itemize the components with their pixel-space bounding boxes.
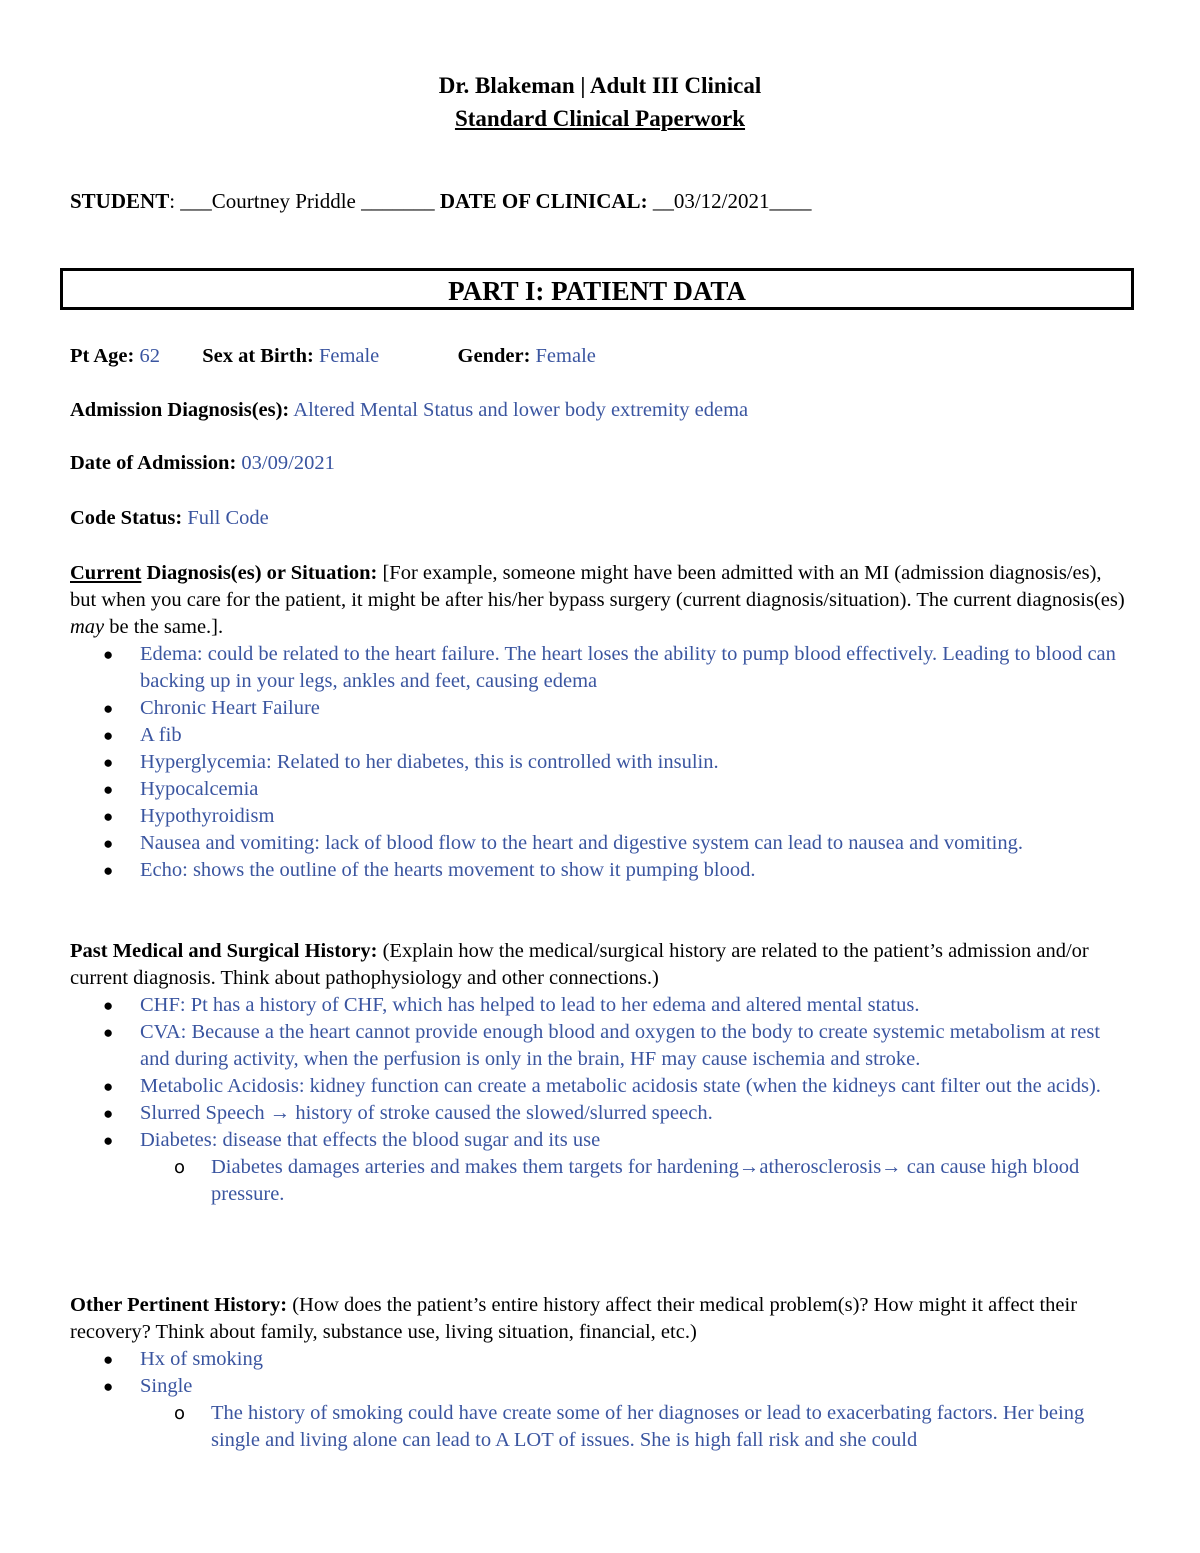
student-blank-pre: : ___ [169,189,212,213]
code-status-label: Code Status: [70,507,183,529]
student-label: STUDENT [70,189,170,213]
bullet-icon: ● [103,699,114,718]
current-diagnosis-list [70,641,1130,884]
sub-list-item: o The history of smoking could have create some of her diagnoses or lead to exacerbating factors. Her being single and living alone can lead to A LOT of issues. She is high fall risk and she could [174,1402,1085,1451]
gender-value: Female [535,345,596,367]
list-item: ● Metabolic Acidosis: kidney function can create a metabolic acidosis state (when the kidneys cant filter out the acids). [70,1073,1130,1100]
list-item: ● A fib [70,722,1130,749]
document-title: Dr. Blakeman | Adult III Clinical [438,73,762,98]
student-blank-post: _______ [355,189,440,213]
bullet-icon: ● [103,753,114,772]
date-of-clinical-label: DATE OF CLINICAL: [439,189,648,213]
current-label-rest: Diagnosis(es) or Situation: [141,562,378,584]
sub-list-item: o Diabetes damages arteries and makes them targets for hardening→atherosclerosis→ can cause high blood pressure. [174,1156,1080,1205]
list-item: ● Diabetes: disease that effects the blood sugar and its use [70,1127,1130,1154]
date-admission-row [70,452,335,475]
bullet-icon: ● [103,780,114,799]
other-history-paragraph [70,1292,1130,1346]
code-status-value: Full Code [187,507,269,529]
date-blank-pre: __ [647,189,674,213]
age-value: 62 [139,345,160,367]
bullet-icon: ● [103,1077,114,1096]
current-diagnosis-paragraph [70,560,1130,641]
date-admission-label: Date of Admission: [70,452,237,474]
past-history-desc: (Explain how the medical/surgical history are related to the patient’s admission and/or current diagnosis. Think about pathophysiology and other connections.) [70,940,1089,989]
bullet-icon: ● [103,1131,114,1150]
past-history-label: Past Medical and Surgical History: [70,940,378,962]
document-subtitle: Standard Clinical Paperwork [454,106,746,131]
date-admission-value: 03/09/2021 [241,452,335,474]
list-item: ● Single [70,1373,1130,1400]
date-blank-post: ____ [769,189,812,213]
bullet-icon: ● [103,645,114,664]
admission-label: Admission Diagnosis(es): [70,399,290,421]
student-name: Courtney Priddle [211,189,356,213]
list-item: ● Hypothyroidism [70,803,1130,830]
past-history-paragraph [70,938,1130,992]
list-item: ● Edema: could be related to the heart failure. The heart loses the ability to pump blood effectively. Leading to blood can backing up in your legs, ankles and feet, causing edema [103,643,1116,692]
code-status-row [70,507,269,530]
other-history-list [70,1346,1130,1454]
past-history-list [70,992,1130,1208]
bullet-icon: ● [103,1350,114,1369]
circle-bullet-icon: o [174,1403,186,1424]
current-desc-a: [For example, someone might have been admitted with an MI (admission diagnosis/es), but when you care for the patient, it might be after his/her bypass surgery (current diagnosis/situation). The current diagnosis(es) [70,562,1125,611]
gender-label: Gender: [457,345,531,367]
list-item: ● Hypocalcemia [70,776,1130,803]
list-item: ● Chronic Heart Failure [70,695,1130,722]
list-item: ● Echo: shows the outline of the hearts movement to show it pumping blood. [70,857,1130,884]
bullet-icon: ● [103,1104,114,1123]
bullet-icon: ● [103,1023,114,1042]
current-label-underlined: Current [70,562,142,584]
current-desc-italic: may [70,616,105,638]
list-item: ● Hx of smoking [70,1346,1130,1373]
list-item: ● Hyperglycemia: Related to her diabetes, this is controlled with insulin. [70,749,1130,776]
bullet-icon: ● [103,861,114,880]
bullet-icon: ● [103,996,114,1015]
list-item: ● CVA: Because a the heart cannot provide enough blood and oxygen to the body to create systemic metabolism at rest and during activity, when the perfusion is only in the brain, HF may cause ischemia and stroke. [103,1021,1101,1070]
sex-label: Sex at Birth: [202,345,314,367]
part-heading-box: PART I: PATIENT DATA [60,268,1134,310]
bullet-icon: ● [103,726,114,745]
admission-diagnosis-row [70,399,748,422]
list-item: ● Slurred Speech → history of stroke caused the slowed/slurred speech. [70,1100,1130,1127]
circle-bullet-icon: o [174,1157,186,1178]
other-history-label: Other Pertinent History: [70,1294,288,1316]
bullet-icon: ● [103,834,114,853]
other-history-desc: (How does the patient’s entire history affect their medical problem(s)? How might it affect their recovery? Think about family, substance use, living situation, financial, etc.) [70,1294,1078,1343]
current-desc-b: be the same.]. [104,616,224,638]
bullet-icon: ● [103,807,114,826]
sex-value: Female [318,345,380,367]
bullet-icon: ● [103,1377,114,1396]
admission-value: Altered Mental Status and lower body extremity edema [293,399,749,421]
list-item: ● Nausea and vomiting: lack of blood flow to the heart and digestive system can lead to nausea and vomiting. [70,830,1130,857]
age-label: Pt Age: [70,345,135,367]
demographics-row [70,345,596,368]
list-item: ● CHF: Pt has a history of CHF, which has helped to lead to her edema and altered mental status. [70,992,1130,1019]
student-line [70,189,811,214]
date-of-clinical-value: 03/12/2021 [673,189,770,213]
